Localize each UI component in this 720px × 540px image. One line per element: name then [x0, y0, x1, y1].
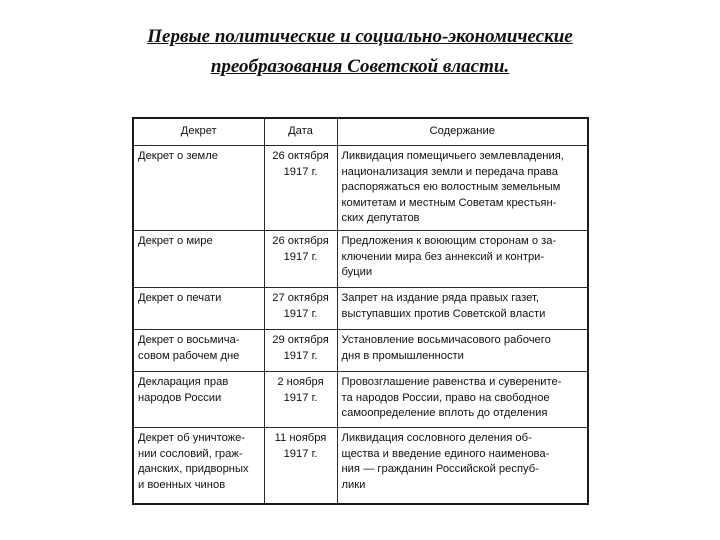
cell-content: Ликвидация помещичьего землевладения, национализация земли и передача права распоряжаться ею волостным земельным комитетам и местным Советам крестьян- ских депутатов [337, 146, 588, 231]
cell-date: 26 октября 1917 г. [264, 146, 337, 231]
table-row [133, 288, 588, 330]
cell-decree: Декларация прав народов России [133, 372, 264, 428]
table-row [133, 231, 588, 288]
header-decree: Декрет [133, 118, 264, 146]
decrees-table [132, 117, 589, 505]
table-row [133, 146, 588, 231]
table-row [133, 330, 588, 372]
header-content: Содержание [337, 118, 588, 146]
title-line-1: Первые политические и социально-экономические [147, 26, 573, 47]
cell-decree: Декрет о восьмича- совом рабочем дне [133, 330, 264, 372]
cell-content: Ликвидация сословного деления об- щества и введение единого наименова- ния — гражданин Российской респуб- лики [337, 428, 588, 504]
cell-date: 26 октября 1917 г. [264, 231, 337, 288]
cell-decree: Декрет об уничтоже- нии сословий, граж- данских, придворных и военных чинов [133, 428, 264, 504]
cell-date: 29 октября 1917 г. [264, 330, 337, 372]
cell-content: Запрет на издание ряда правых газет, выступавших против Советской власти [337, 288, 588, 330]
title-line-2: преобразования Советской власти. [210, 56, 510, 77]
cell-content: Провозглашение равенства и суверените- та народов России, право на свободное самоопределение вплоть до отделения [337, 372, 588, 428]
cell-content: Предложения к воюющим сторонам о за- ключении мира без аннексий и контри- буции [337, 231, 588, 288]
cell-date: 2 ноября 1917 г. [264, 372, 337, 428]
cell-decree: Декрет о мире [133, 231, 264, 288]
cell-content: Установление восьмичасового рабочего дня в промышленности [337, 330, 588, 372]
page-title [60, 22, 660, 82]
table-row [133, 372, 588, 428]
cell-date: 27 октября 1917 г. [264, 288, 337, 330]
header-date: Дата [264, 118, 337, 146]
cell-decree: Декрет о земле [133, 146, 264, 231]
cell-decree: Декрет о печати [133, 288, 264, 330]
cell-date: 11 ноября 1917 г. [264, 428, 337, 504]
table-row [133, 428, 588, 504]
table-header-row [133, 118, 588, 146]
